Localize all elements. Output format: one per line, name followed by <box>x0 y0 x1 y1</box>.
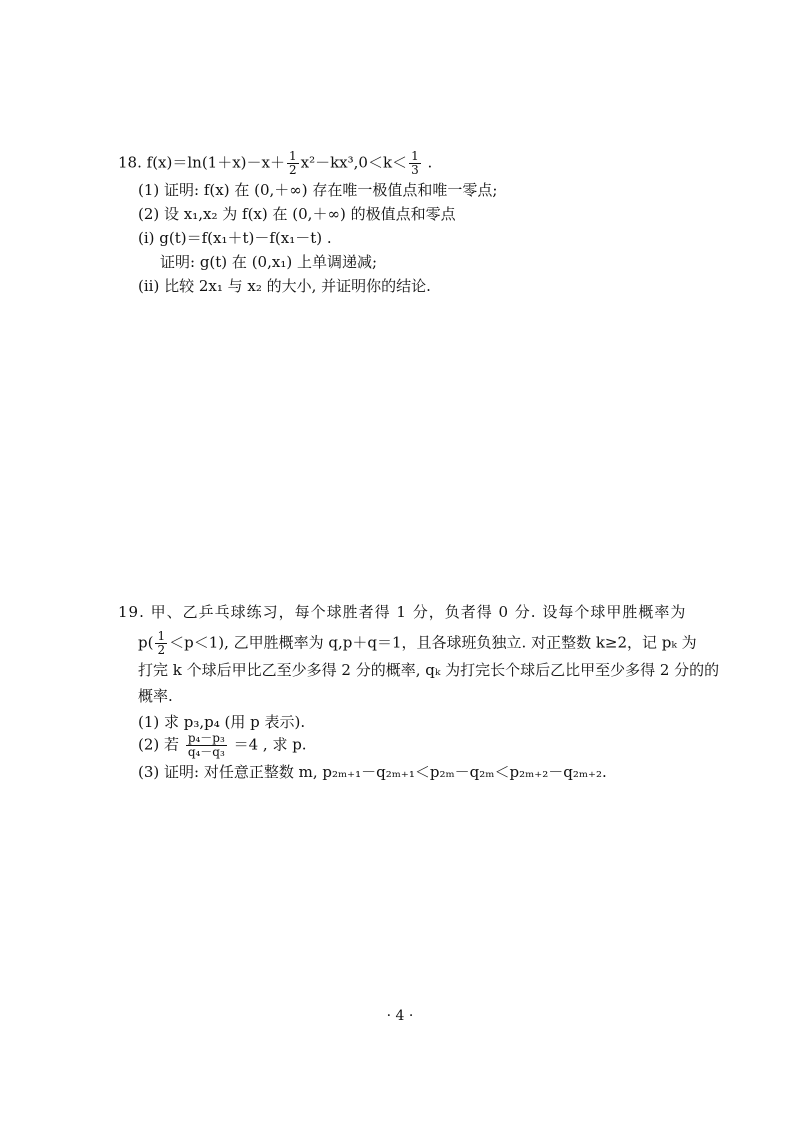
q18-fraction-third <box>409 150 421 177</box>
q19-part2-den: q₄－q₃ <box>187 745 225 759</box>
q19-part2-b: ＝4 , 求 p. <box>233 735 307 754</box>
q18-stem-a: f(x)＝ln(1＋x)－x＋ <box>146 153 285 172</box>
q19-line3: 打完 k 个球后甲比乙至少多得 2 分的概率, qₖ 为打完长个球后乙比甲至少多得 2 分的的 <box>138 661 720 679</box>
q19-part2-a: (2) 若 <box>138 735 180 754</box>
q19-part2-num: p₄－p₃ <box>187 731 225 745</box>
q19-line1-text: 甲、乙乒乓球练习，每个球胜者得 1 分，负者得 0 分. 设每个球甲胜概率为 <box>150 603 687 621</box>
q19-line2-a: p( <box>138 633 154 652</box>
q18-frac2-den: 3 <box>411 163 419 177</box>
q18-part2ii: (ii) 比较 2x₁ 与 x₂ 的大小, 并证明你的结论. <box>138 277 431 295</box>
q19-number: 19. <box>118 603 145 621</box>
q19-fraction-half <box>155 630 167 657</box>
q18-frac2-num: 1 <box>411 149 419 163</box>
q19-part1: (1) 求 p₃,p₄ (用 p 表示). <box>138 713 306 731</box>
q18-stem-b: x²－kx³,0＜k＜ <box>300 153 408 172</box>
q18-number: 18. <box>118 153 142 172</box>
q18-part2: (2) 设 x₁,x₂ 为 f(x) 在 (0,＋∞) 的极值点和零点 <box>138 205 456 223</box>
q18-stem-c: . <box>422 153 433 172</box>
q19-part2-fraction <box>186 732 227 759</box>
q19-frac-den: 2 <box>157 643 166 657</box>
q18-frac1-den: 2 <box>288 163 297 177</box>
q19-line2-b: ＜p＜1), 乙甲胜概率为 q,p＋q＝1，且各球班负独立. 对正整数 k≥2，记 pₖ 为 <box>169 633 697 652</box>
q18-fraction-half <box>287 150 299 177</box>
q18-frac1-num: 1 <box>288 149 297 163</box>
q19-line1 <box>118 602 686 622</box>
q18-stem <box>118 150 432 177</box>
q19-line2 <box>138 630 697 657</box>
q19-frac-num: 1 <box>157 629 166 643</box>
q18-part1: (1) 证明: f(x) 在 (0,＋∞) 存在唯一极值点和唯一零点; <box>138 181 498 199</box>
q19-part3: (3) 证明: 对任意正整数 m, p₂ₘ₊₁－q₂ₘ₊₁＜p₂ₘ－q₂ₘ＜p₂ₘ₊₂－q₂ₘ₊₂. <box>138 763 607 781</box>
q18-part2i-proof: 证明: g(t) 在 (0,x₁) 上单调递减; <box>160 253 378 271</box>
q19-line4: 概率. <box>138 687 173 705</box>
q19-part2 <box>138 732 307 759</box>
q18-part2i: (i) g(t)＝f(x₁＋t)－f(x₁－t) . <box>138 229 332 247</box>
page-number: · 4 · <box>386 1008 414 1024</box>
